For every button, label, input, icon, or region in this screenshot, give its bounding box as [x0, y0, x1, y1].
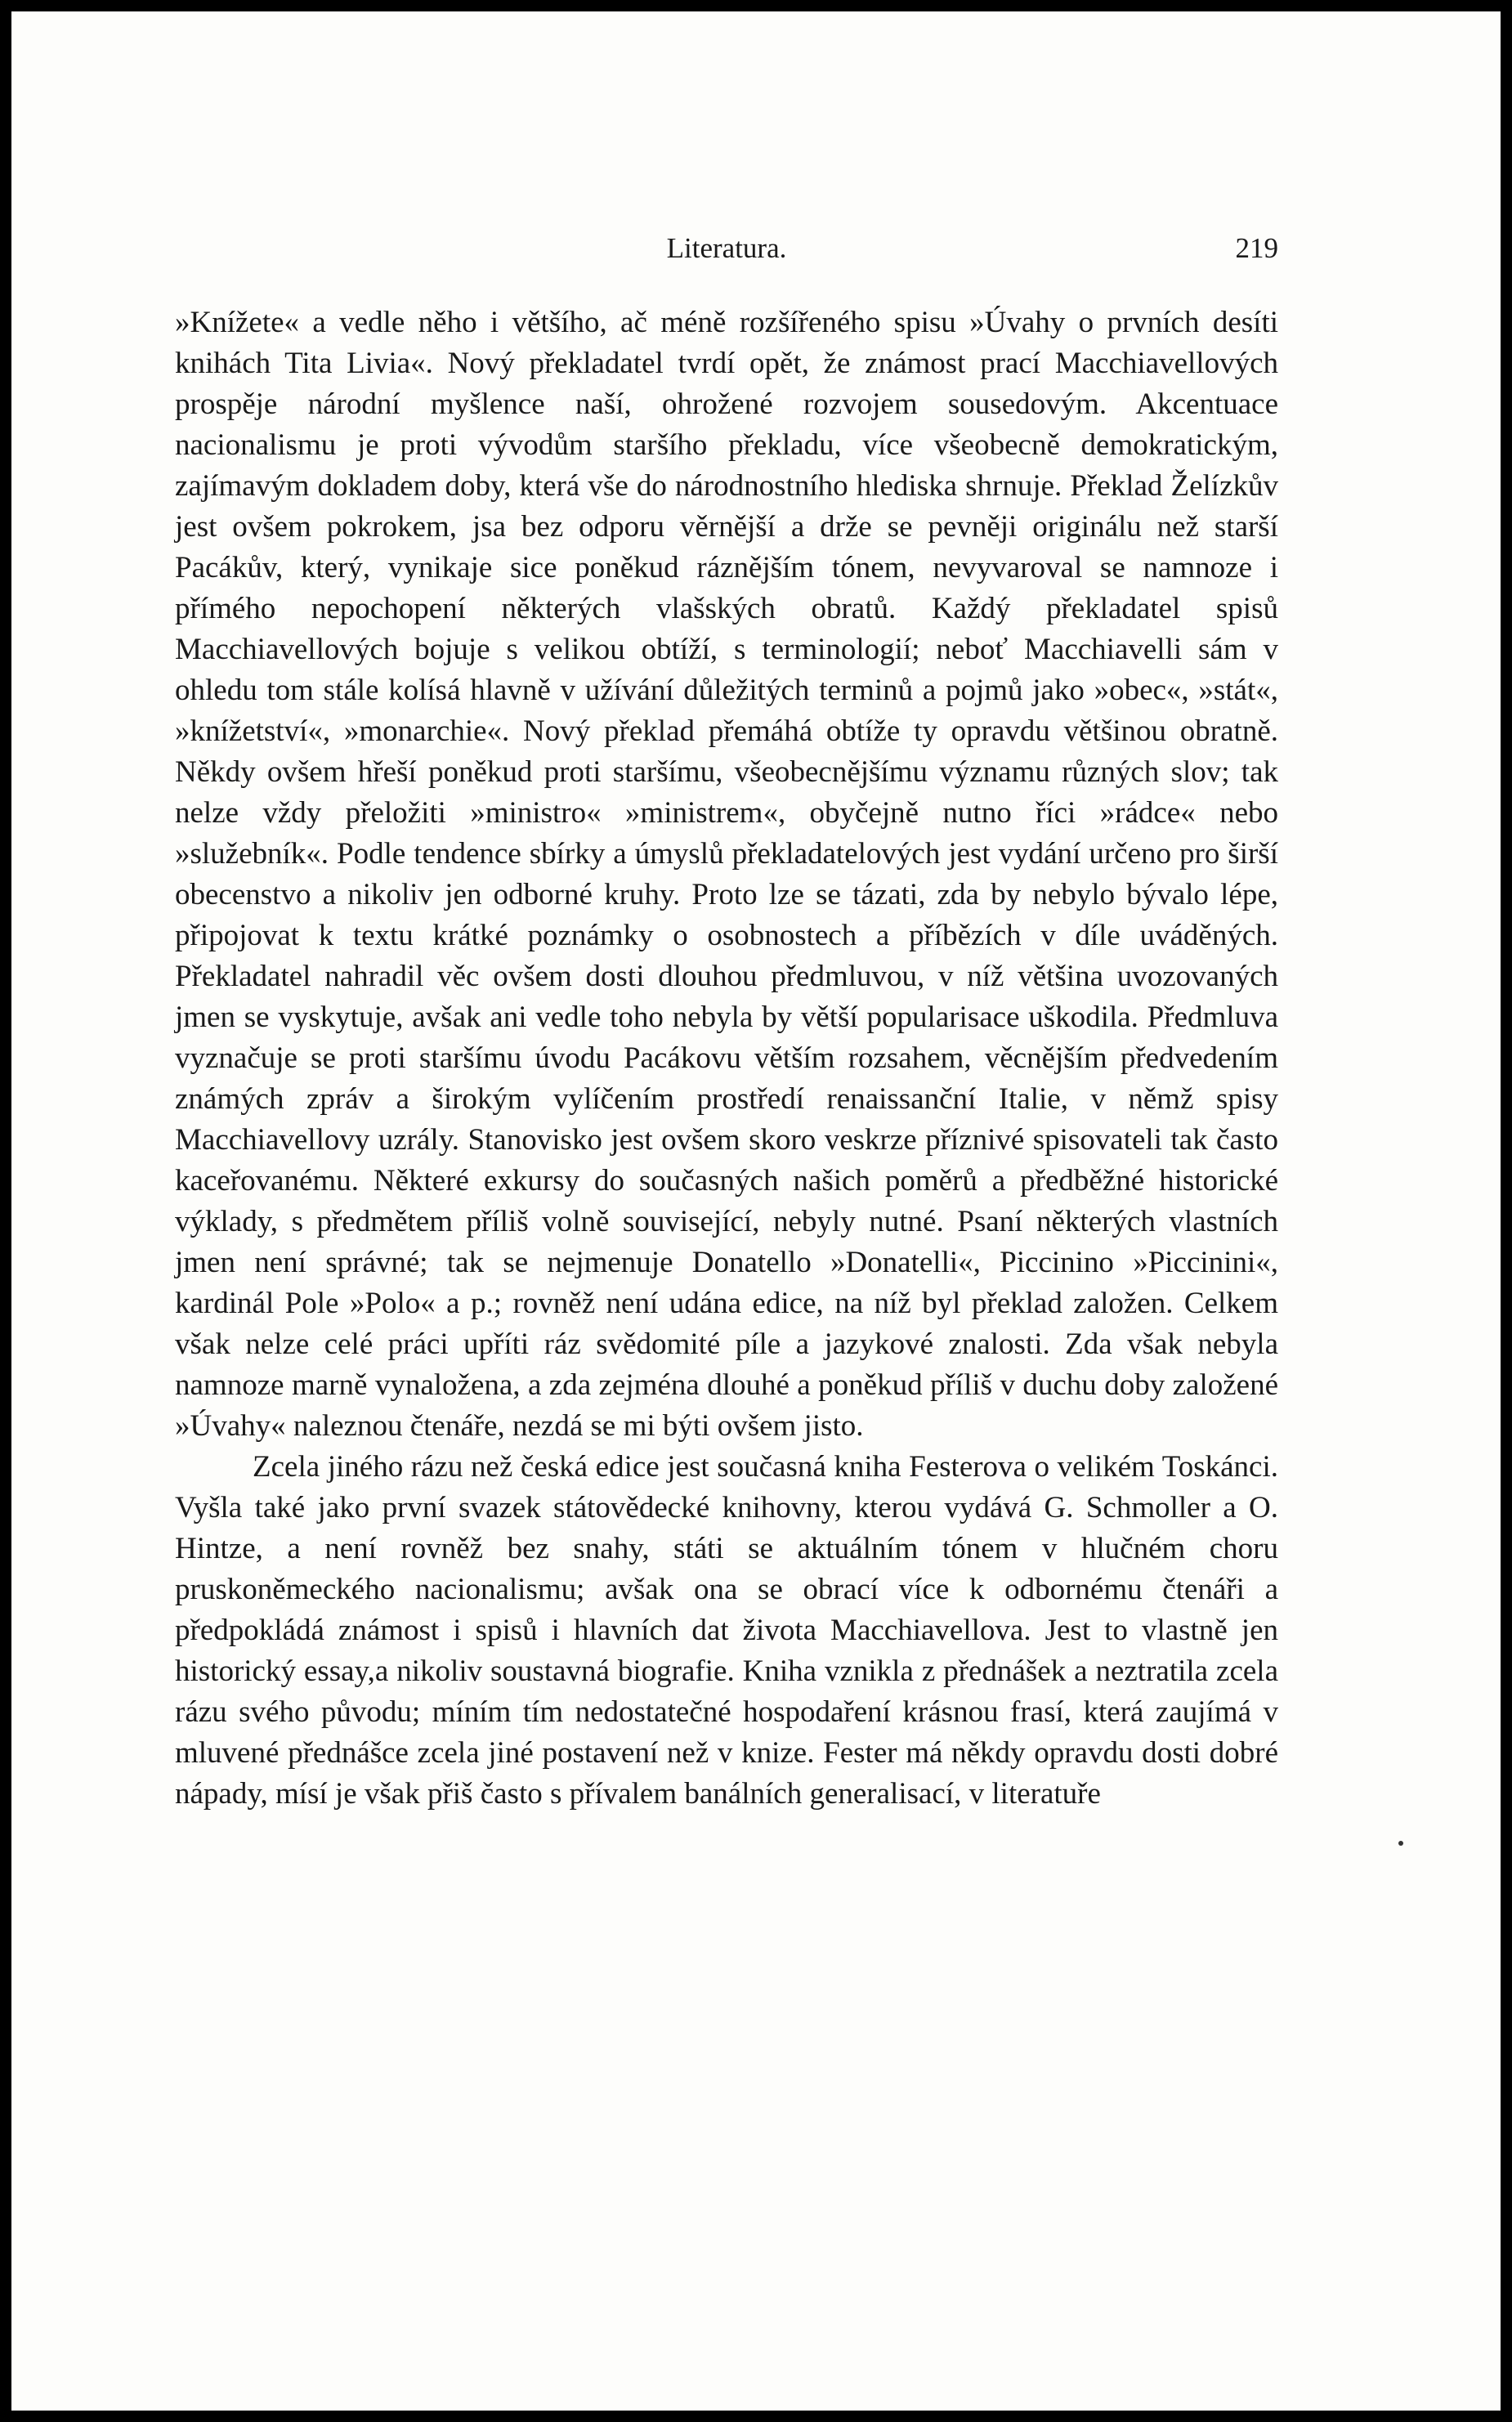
paragraph-1: »Knížete« a vedle něho i většího, ač méně rozšířeného spisu »Úvahy o prvních desíti knihách Tita Livia«. Nový překladatel tvrdí opět, že známost prací Macchiavellových prospěje národní myšlence naší, ohrožené rozvojem sousedovým. Akcentuace nacionalismu je proti vývodům staršího překladu, více všeobecně demokratickým, zajímavým dokladem doby, která vše do národnostního hlediska shrnuje. Překlad Želízkův jest ovšem pokrokem, jsa bez odporu věrnější a drže se pevněji originálu než starší Pacákův, který, vynikaje sice poněkud ráznějším tónem, nevyvaroval se namnoze i přímého nepochopení některých vlašských obratů. Každý překladatel spisů Macchiavellových bojuje s velikou obtíží, s terminologií; neboť Macchiavelli sám v ohledu tom stále kolísá hlavně v užívání důležitých terminů a pojmů jako »obec«, »stát«, »knížetství«, »monarchie«. Nový překlad přemáhá obtíže ty opravdu většinou obratně. Někdy ovšem hřeší poněkud proti staršímu, všeobecnějšímu významu různých slov; tak nelze vždy přeložiti »ministro« »ministrem«, obyčejně nutno říci »rádce« nebo »služebník«. Podle tendence sbírky a úmyslů překladatelových jest vydání určeno pro širší obecenstvo a nikoliv jen odborné kruhy. Proto lze se tázati, zda by nebylo bývalo lépe, připojovat k textu krátké poznámky o osobnostech a příbězích v díle uváděných. Překladatel nahradil věc ovšem dosti dlouhou předmluvou, v níž většina uvozovaných jmen se vyskytuje, avšak ani vedle toho nebyla by větší popularisace uškodila. Předmluva vyznačuje se proti staršímu úvodu Pacákovu větším rozsahem, věcnějším předvedením známých zpráv a širokým vylíčením prostředí renaissanční Italie, v němž spisy Macchiavellovy uzrály. Stanovisko jest ovšem skoro veskrze příznivé spisovateli tak často kaceřovanému. Některé exkursy do současných našich poměrů a předběžné historické výklady, s předmětem příliš volně související, nebyly nutné. Psaní některých vlastních jmen není správné; tak se nejmenuje Donatello »Donatelli«, Piccinino »Piccinini«, kardinál Pole »Polo« a p.; rovněž není udána edice, na níž byl překlad založen. Celkem však nelze celé práci upříti ráz svědomité píle a jazykové znalosti. Zda však nebyla namnoze marně vynaložena, a zda zejména dlouhé a poněkud příliš v duchu doby založené »Úvahy« naleznou čtenáře, nezdá se mi býti ovšem jisto.: [175, 306, 1278, 1443]
running-title: Literatura.: [666, 232, 787, 264]
running-head: [175, 232, 1278, 268]
paragraph-2: Zcela jiného rázu než česká edice jest současná kniha Festerova o velikém Toskánci. Vyšla také jako první svazek státovědecké knihovny, kterou vydává G. Schmoller a O. Hintze, a není rovněž bez snahy, státi se aktuálním tónem v hlučném choru pruskoněmeckého nacionalismu; avšak ona se obrací více k odbornému čtenáři a předpokládá známost i spisů i hlavních dat života Macchiavellova. Jest to vlastně jen historický essay,a nikoliv soustavná biografie. Kniha vznikla z přednášek a neztratila zcela rázu svého původu; míním tím nedostatečné hospodaření krásnou frasí, která zaujímá v mluvené přednášce zcela jiné postavení než v knize. Fester má někdy opravdu dosti dobré nápady, mísí je však přiš často s přívalem banálních generalisací, v literatuře: [175, 1450, 1278, 1811]
book-page: [11, 11, 1501, 2411]
scan-speck: [1398, 1841, 1403, 1846]
body-text: [175, 302, 1278, 1815]
page-number: 219: [1235, 232, 1278, 264]
